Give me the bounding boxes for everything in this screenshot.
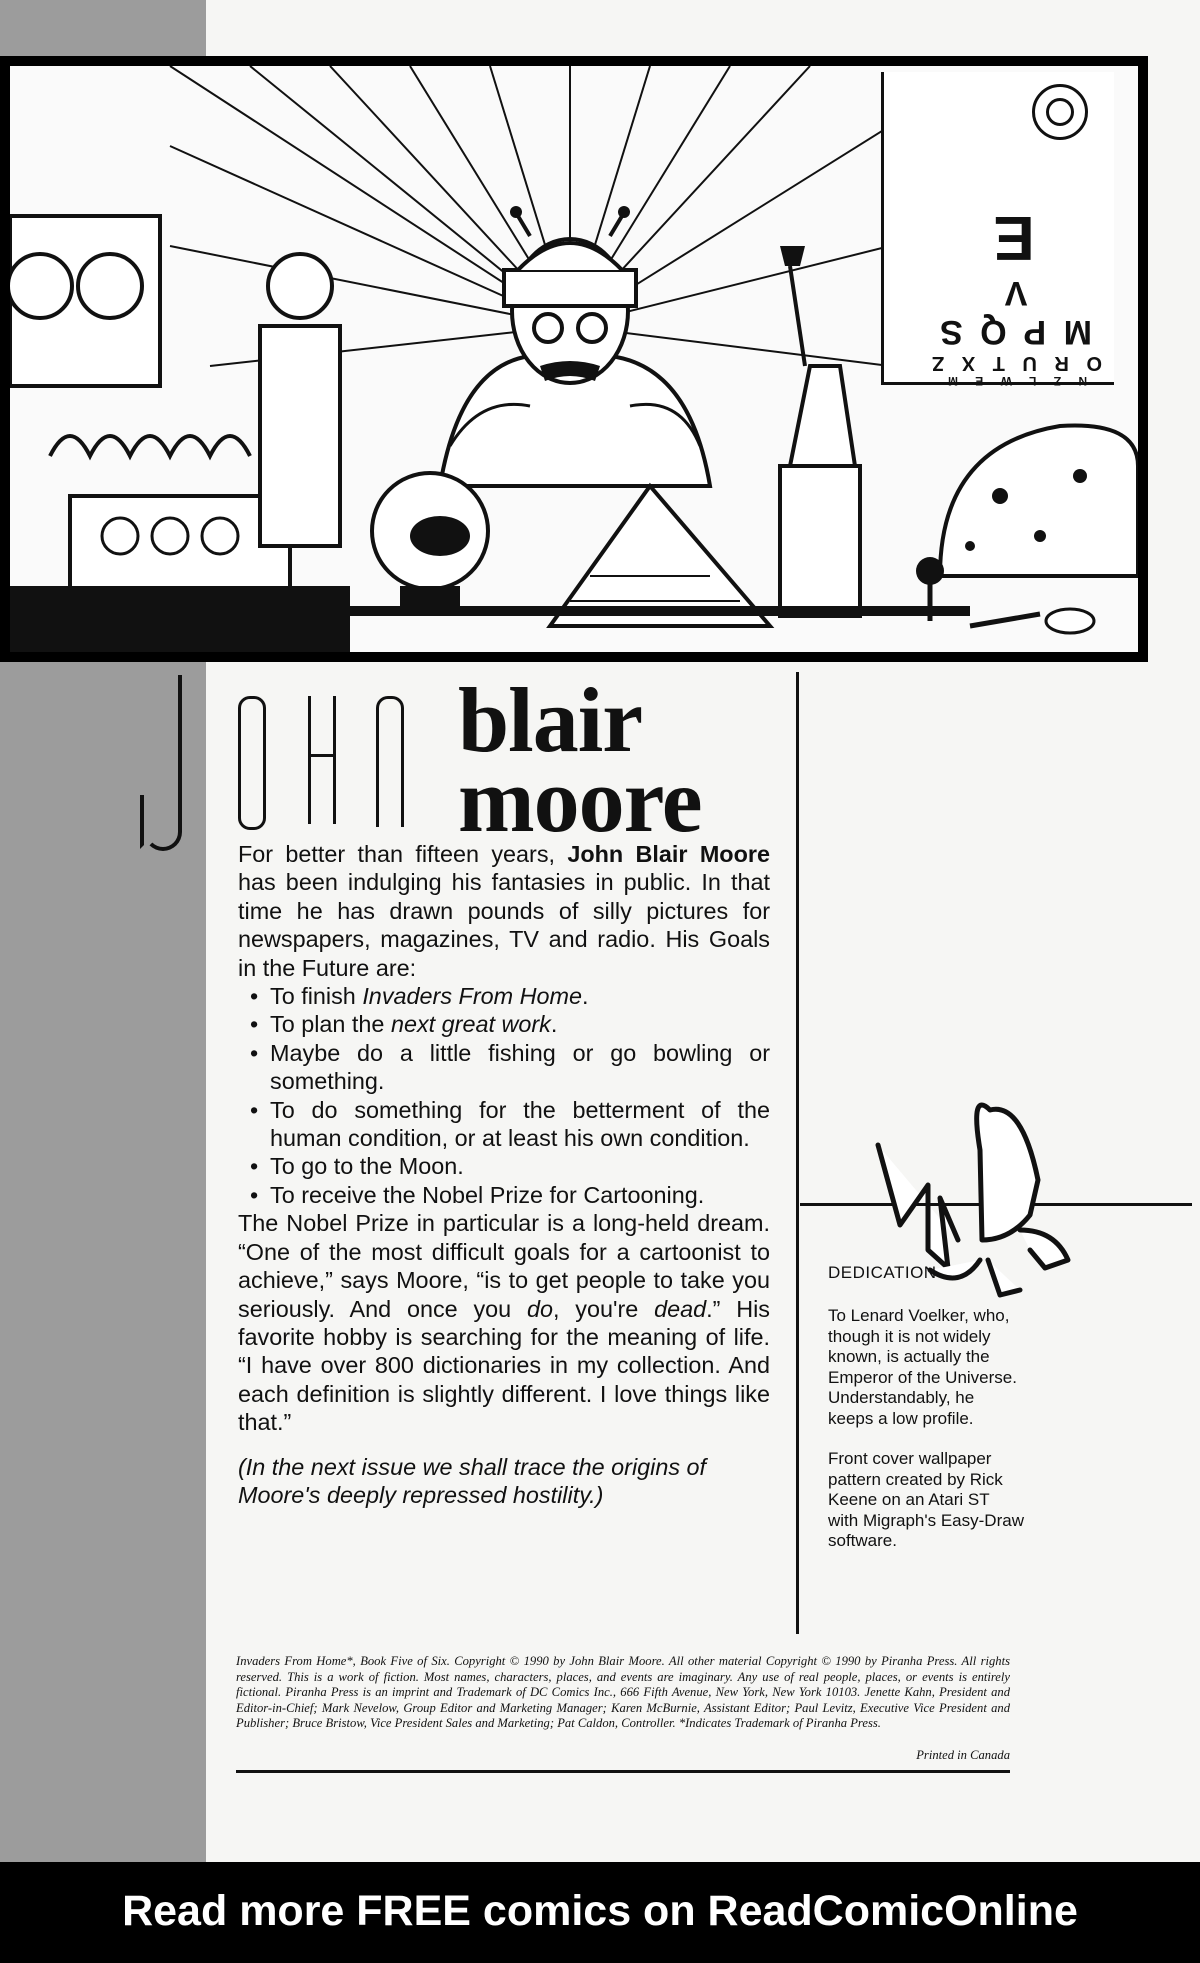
promo-banner[interactable] bbox=[0, 1862, 1200, 1963]
eye-chart-row-3: M P Q S V bbox=[936, 274, 1092, 351]
eye-chart-row-2: O R U T X Z bbox=[926, 352, 1102, 374]
moon-drawing bbox=[940, 426, 1138, 577]
cover-credit: Front cover wallpaper pattern created by Rick Keene on an Atari ST with Migraph's Easy-Draw software. bbox=[828, 1449, 1024, 1550]
list-item: • To receive the Nobel Prize for Cartooning. bbox=[270, 1181, 770, 1209]
eye-chart-sign bbox=[881, 72, 1114, 388]
bio-intro-name: John Blair Moore bbox=[567, 841, 770, 867]
list-item: • To finish Invaders From Home. bbox=[270, 982, 770, 1010]
bio-intro: For better than fifteen years, John Blair Moore has been indulging his fantasies in public. In that time he has drawn pounds of silly pictures for newspapers, magazines, TV and radio. His Goals in the Future are: bbox=[238, 841, 770, 981]
statue-of-liberty-drawing bbox=[780, 246, 860, 616]
dedication-heading: DEDICATION bbox=[828, 1263, 937, 1282]
title-letter-o bbox=[238, 696, 266, 830]
title-line-blair: blair bbox=[458, 669, 643, 771]
crystal-ball-drawing bbox=[372, 473, 488, 608]
list-item: • To plan the next great work. bbox=[270, 1010, 770, 1038]
title-letters-ohn-glyph bbox=[238, 696, 398, 832]
bio-closing-note: (In the next issue we shall trace the origins of Moore's deeply repressed hostility.) bbox=[238, 1453, 707, 1508]
copyright-fineprint: Invaders From Home*, Book Five of Six. Copyright © 1990 by John Blair Moore. All other material Copyright © 1990 by Piranha Press. All rights reserved. This is a work of fiction. Most names, characters, places, and events are imaginary. Any use of real people, places, or events is entirely fictional. Piranha Press is an imprint and Trademark of DC Comics Inc., 666 Fifth Avenue, New York, New York 10103. Jenette Kahn, President and Editor-in-Chief; Mark Nevelow, Group Editor and Marketing Manager; Karen McBurnie, Assistant Editor; Paul Levitz, Executive Vice President and Publisher; Bruce Bristow, Vice President Sales and Marketing; Pat Caldon, Controller. *Indicates Trademark of Piranha Press. bbox=[236, 1654, 1010, 1731]
illustration-panel bbox=[0, 56, 1148, 662]
page-title bbox=[458, 669, 778, 851]
illustration-art bbox=[10, 66, 1138, 652]
list-item: • Maybe do a little fishing or go bowling or something. bbox=[270, 1039, 770, 1096]
bio-article bbox=[238, 840, 770, 1509]
fineprint-rule bbox=[236, 1770, 1010, 1773]
seal-emblem-icon bbox=[1032, 84, 1088, 140]
eye-chart-row-4: E bbox=[993, 203, 1035, 272]
dedication-block bbox=[828, 1306, 1024, 1552]
bio-quote-paragraph: The Nobel Prize in particular is a long-held dream. “One of the most difficult goals for a cartoonist to achieve,” says Moore, “is to get people to take you seriously. And once you do, you're dead.” His favorite hobby is searching for the meaning of life. “I have over 800 dictionaries in my collection. And each definition is slightly different. I love things like that.” bbox=[238, 1210, 770, 1436]
pyramid-drawing bbox=[550, 486, 770, 626]
eye-chart bbox=[924, 202, 1104, 388]
title-letter-h bbox=[308, 696, 336, 824]
title-line-moore: moore bbox=[458, 749, 702, 851]
column-divider bbox=[796, 672, 799, 1634]
title-letter-n bbox=[376, 696, 404, 827]
goals-list bbox=[238, 982, 770, 1209]
printed-in-note: Printed in Canada bbox=[916, 1748, 1010, 1762]
list-item: • To do something for the betterment of the human condition, or at least his own condition. bbox=[270, 1096, 770, 1153]
eye-chart-row-1: N Z L W E M bbox=[940, 374, 1088, 388]
wizard-figure-drawing bbox=[440, 206, 710, 486]
promo-banner-text[interactable]: Read more FREE comics on ReadComicOnline bbox=[122, 1887, 1078, 1935]
title-letter-j-glyph bbox=[144, 675, 182, 851]
list-item: • To go to the Moon. bbox=[270, 1152, 770, 1180]
dedication-body: To Lenard Voelker, who, though it is not widely known, is actually the Emperor of the Universe. Understandably, he keeps a low profile. bbox=[828, 1306, 1017, 1428]
